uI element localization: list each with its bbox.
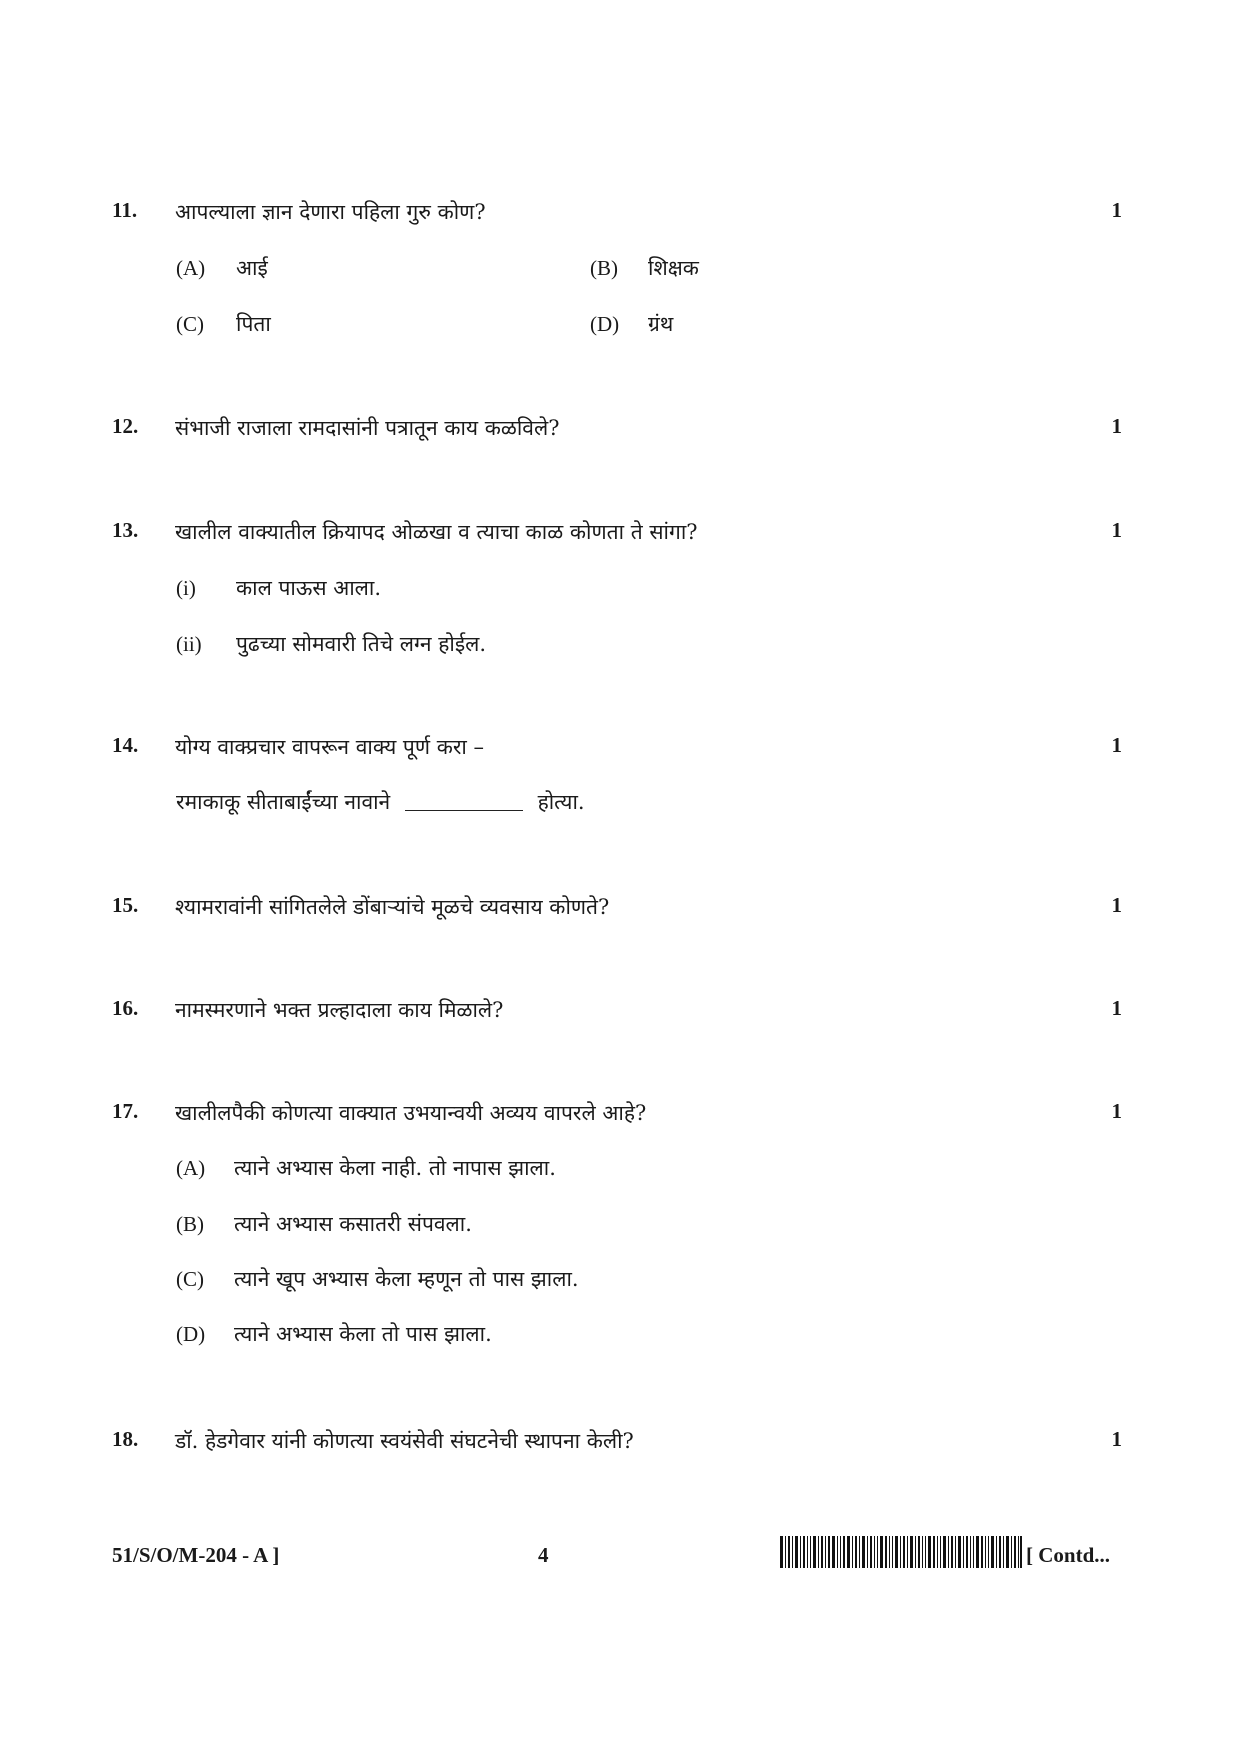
question-text: खालील वाक्यातील क्रियापद ओळखा व त्याचा काळ कोणता ते सांगा? (175, 520, 698, 544)
option-label: (C) (176, 312, 204, 336)
question-marks: 1 (1111, 1427, 1122, 1451)
option-text: ग्रंथ (648, 312, 674, 336)
question-marks: 1 (1111, 893, 1122, 917)
question-number: 13. (112, 518, 139, 542)
question-marks: 1 (1111, 198, 1122, 222)
question-text: श्यामरावांनी सांगितलेले डोंबाऱ्यांचे मूळचे व्यवसाय कोणते? (175, 895, 610, 919)
question-marks: 1 (1111, 733, 1122, 757)
continued-label: [ Contd... (1026, 1543, 1111, 1567)
option-label: (B) (176, 1212, 204, 1236)
option-label: (D) (590, 312, 620, 336)
option-text: त्याने अभ्यास केला तो पास झाला. (234, 1322, 492, 1346)
option-text: त्याने अभ्यास केला नाही. तो नापास झाला. (234, 1156, 556, 1180)
question-text: संभाजी राजाला रामदासांनी पत्रातून काय कळविले? (175, 416, 560, 440)
option-label: (ii) (176, 632, 202, 656)
question-text: खालीलपैकी कोणत्या वाक्यात उभयान्वयी अव्यय वापरले आहे? (175, 1101, 647, 1125)
sentence-before: रमाकाकू सीताबाईंच्या नावाने (176, 790, 391, 814)
question-number: 15. (112, 893, 139, 917)
page-number: 4 (538, 1543, 549, 1567)
option-text: आई (236, 256, 268, 280)
question-number: 17. (112, 1099, 139, 1123)
question-text: नामस्मरणाने भक्त प्रल्हादाला काय मिळाले? (175, 998, 504, 1022)
question-marks: 1 (1111, 1099, 1122, 1123)
question-marks: 1 (1111, 518, 1122, 542)
question-marks: 1 (1111, 414, 1122, 438)
paper-code: 51/S/O/M-204 - A ] (112, 1543, 280, 1567)
option-label: (C) (176, 1267, 204, 1291)
question-number: 12. (112, 414, 139, 438)
option-label: (A) (176, 256, 206, 280)
option-text: पुढच्या सोमवारी तिचे लग्न होईल. (236, 632, 487, 656)
question-number: 14. (112, 733, 139, 757)
option-text: त्याने अभ्यास कसातरी संपवला. (234, 1212, 472, 1236)
option-label: (B) (590, 256, 618, 280)
question-text: आपल्याला ज्ञान देणारा पहिला गुरु कोण? (175, 200, 486, 224)
option-label: (A) (176, 1156, 206, 1180)
answer-blank (405, 796, 523, 811)
question-number: 16. (112, 996, 139, 1020)
option-text: शिक्षक (648, 256, 699, 280)
question-marks: 1 (1111, 996, 1122, 1020)
option-text: काल पाऊस आला. (236, 576, 382, 600)
option-text: त्याने खूप अभ्यास केला म्हणून तो पास झाला. (234, 1267, 579, 1291)
question-text: डॉ. हेडगेवार यांनी कोणत्या स्वयंसेवी संघटनेची स्थापना केली? (175, 1429, 634, 1453)
question-text: योग्य वाक्प्रचार वापरून वाक्य पूर्ण करा – (175, 735, 485, 759)
option-text: पिता (236, 312, 271, 336)
sentence-after: होत्या. (537, 790, 585, 814)
question-number: 18. (112, 1427, 139, 1451)
option-label: (D) (176, 1322, 206, 1346)
fill-in-sentence (176, 788, 585, 816)
question-number: 11. (112, 198, 138, 222)
option-label: (i) (176, 576, 196, 600)
barcode-icon (780, 1536, 1022, 1568)
